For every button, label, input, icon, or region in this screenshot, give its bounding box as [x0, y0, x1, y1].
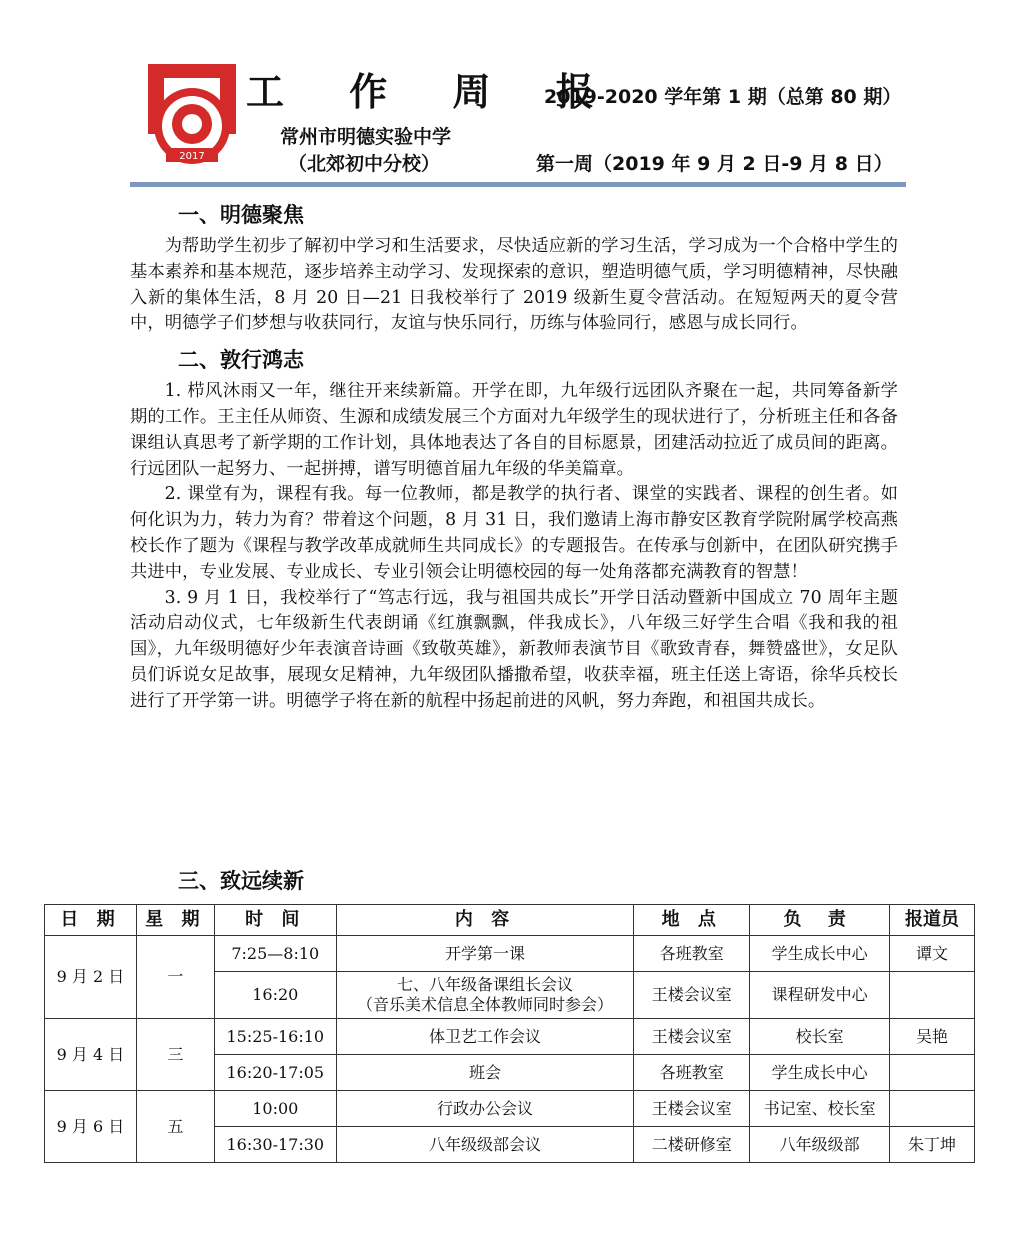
- cell-reporter: 吴艳: [890, 1019, 975, 1055]
- section-heading: 三、致远续新: [178, 869, 304, 893]
- header-place: 地 点: [634, 905, 750, 936]
- cell-content-note: （音乐美术信息全体教师同时参会）: [357, 995, 614, 1014]
- cell-place: 各班教室: [634, 936, 750, 972]
- table-row: [45, 1091, 975, 1127]
- cell-content: 班会: [336, 1055, 634, 1091]
- header-weekday: 星 期: [136, 905, 214, 936]
- cell-weekday: 三: [136, 1019, 214, 1091]
- table-row: [45, 1019, 975, 1055]
- section-heading: 一、明德聚焦: [178, 203, 304, 227]
- cell-reporter: 谭文: [890, 936, 975, 972]
- cell-content: 体卫艺工作会议: [336, 1019, 634, 1055]
- header-date: 日 期: [45, 905, 137, 936]
- issue-number: 2019-2020 学年第 1 期（总第 80 期）: [544, 86, 902, 108]
- week-range: 第一周（2019 年 9 月 2 日-9 月 8 日）: [536, 153, 893, 175]
- cell-weekday: 五: [136, 1091, 214, 1163]
- cell-place: 各班教室: [634, 1055, 750, 1091]
- cell-time: 16:20: [214, 972, 336, 1019]
- cell-time: 15:25-16:10: [214, 1019, 336, 1055]
- logo-year: 2017: [179, 151, 205, 162]
- cell-time: 16:20-17:05: [214, 1055, 336, 1091]
- section-paragraph: 3. 9 月 1 日，我校举行了“笃志行远，我与祖国共成长”开学日活动暨新中国成立 70 周年主题活动启动仪式，七年级新生代表朗诵《红旗飘飘，伴我成长》，八年级三好学生合唱《我和我的祖国》，九年级明德好少年表演音诗画《致敬英雄》，新教师表演节目《歌致青春，舞赞盛世》，女足队员们诉说女足故事，展现女足精神，九年级团队播撒希望，收获幸福，班主任送上寄语，徐华兵校长进行了开学第一讲。明德学子将在新的航程中扬起前进的风帆，努力奔跑，和祖国共成长。: [130, 587, 898, 711]
- section-paragraph: 1. 栉风沐雨又一年，继往开来续新篇。开学在即，九年级行远团队齐聚在一起，共同筹备新学期的工作。王主任从师资、生源和成绩发展三个方面对九年级学生的现状进行了，分析班主任和各备课组认真思考了新学期的工作计划，具体地表达了各自的目标愿景，团建活动拉近了成员间的距离。行远团队一起努力、一起拼搏，谱写明德首届九年级的华美篇章。: [130, 381, 898, 479]
- report-body: [130, 196, 898, 715]
- cell-content: 行政办公会议: [336, 1091, 634, 1127]
- cell-weekday: 一: [136, 936, 214, 1019]
- cell-owner: 八年级级部: [750, 1127, 890, 1163]
- section-paragraph: 为帮助学生初步了解初中学习和生活要求，尽快适应新的学习生活，学习成为一个合格中学生的基本素养和基本规范，逐步培养主动学习、发现探索的意识，塑造明德气质，学习明德精神，尽快融入新的集体生活，8 月 20 日—21 日我校举行了 2019 级新生夏令营活动。在短短两天的夏令营中，明德学子们梦想与收获同行，友谊与快乐同行，历练与体验同行，感恩与成长同行。: [130, 236, 898, 334]
- table-header-row: [45, 905, 975, 936]
- cell-owner: 书记室、校长室: [750, 1091, 890, 1127]
- cell-owner: 课程研发中心: [750, 972, 890, 1019]
- cell-date: 9 月 4 日: [45, 1019, 137, 1091]
- header-divider: [130, 182, 906, 187]
- cell-reporter: [890, 972, 975, 1019]
- cell-place: 王楼会议室: [634, 1091, 750, 1127]
- header-time: 时 间: [214, 905, 336, 936]
- cell-time: 10:00: [214, 1091, 336, 1127]
- cell-date: 9 月 2 日: [45, 936, 137, 1019]
- cell-content: 八年级级部会议: [336, 1127, 634, 1163]
- school-logo: [148, 64, 236, 176]
- header-content: 内 容: [336, 905, 634, 936]
- section-paragraph: 2. 课堂有为，课程有我。每一位教师，都是教学的执行者、课堂的实践者、课程的创生者。如何化识为力，转力为育？带着这个问题，8 月 31 日，我们邀请上海市静安区教育学院附属学校高燕校长作了题为《课程与教学改革成就师生共同成长》的专题报告。在传承与创新中，在团队研究携手共进中，专业发展、专业成长、专业引领会让明德校园的每一处角落都充满教育的智慧！: [130, 484, 898, 582]
- cell-owner: 学生成长中心: [750, 936, 890, 972]
- cell-reporter: [890, 1091, 975, 1127]
- branch-name: （北郊初中分校）: [288, 153, 441, 175]
- cell-time: 7:25—8:10: [214, 936, 336, 972]
- cell-place: 二楼研修室: [634, 1127, 750, 1163]
- cell-owner: 校长室: [750, 1019, 890, 1055]
- cell-reporter: [890, 1055, 975, 1091]
- cell-content: [336, 972, 634, 1019]
- cell-reporter: 朱丁坤: [890, 1127, 975, 1163]
- cell-owner: 学生成长中心: [750, 1055, 890, 1091]
- cell-content: 开学第一课: [336, 936, 634, 972]
- cell-place: 王楼会议室: [634, 1019, 750, 1055]
- page-title: 工 作 周 报: [246, 70, 620, 114]
- section-heading: 二、敦行鸿志: [178, 348, 304, 373]
- cell-content-line: 七、八年级备课组长会议: [397, 975, 574, 994]
- school-name: 常州市明德实验中学: [280, 126, 452, 148]
- header-reporter: 报道员: [890, 905, 975, 936]
- cell-time: 16:30-17:30: [214, 1127, 336, 1163]
- schedule-table: [44, 904, 975, 1163]
- cell-place: 王楼会议室: [634, 972, 750, 1019]
- header-owner: 负 责: [750, 905, 890, 936]
- cell-date: 9 月 6 日: [45, 1091, 137, 1163]
- table-row: [45, 936, 975, 972]
